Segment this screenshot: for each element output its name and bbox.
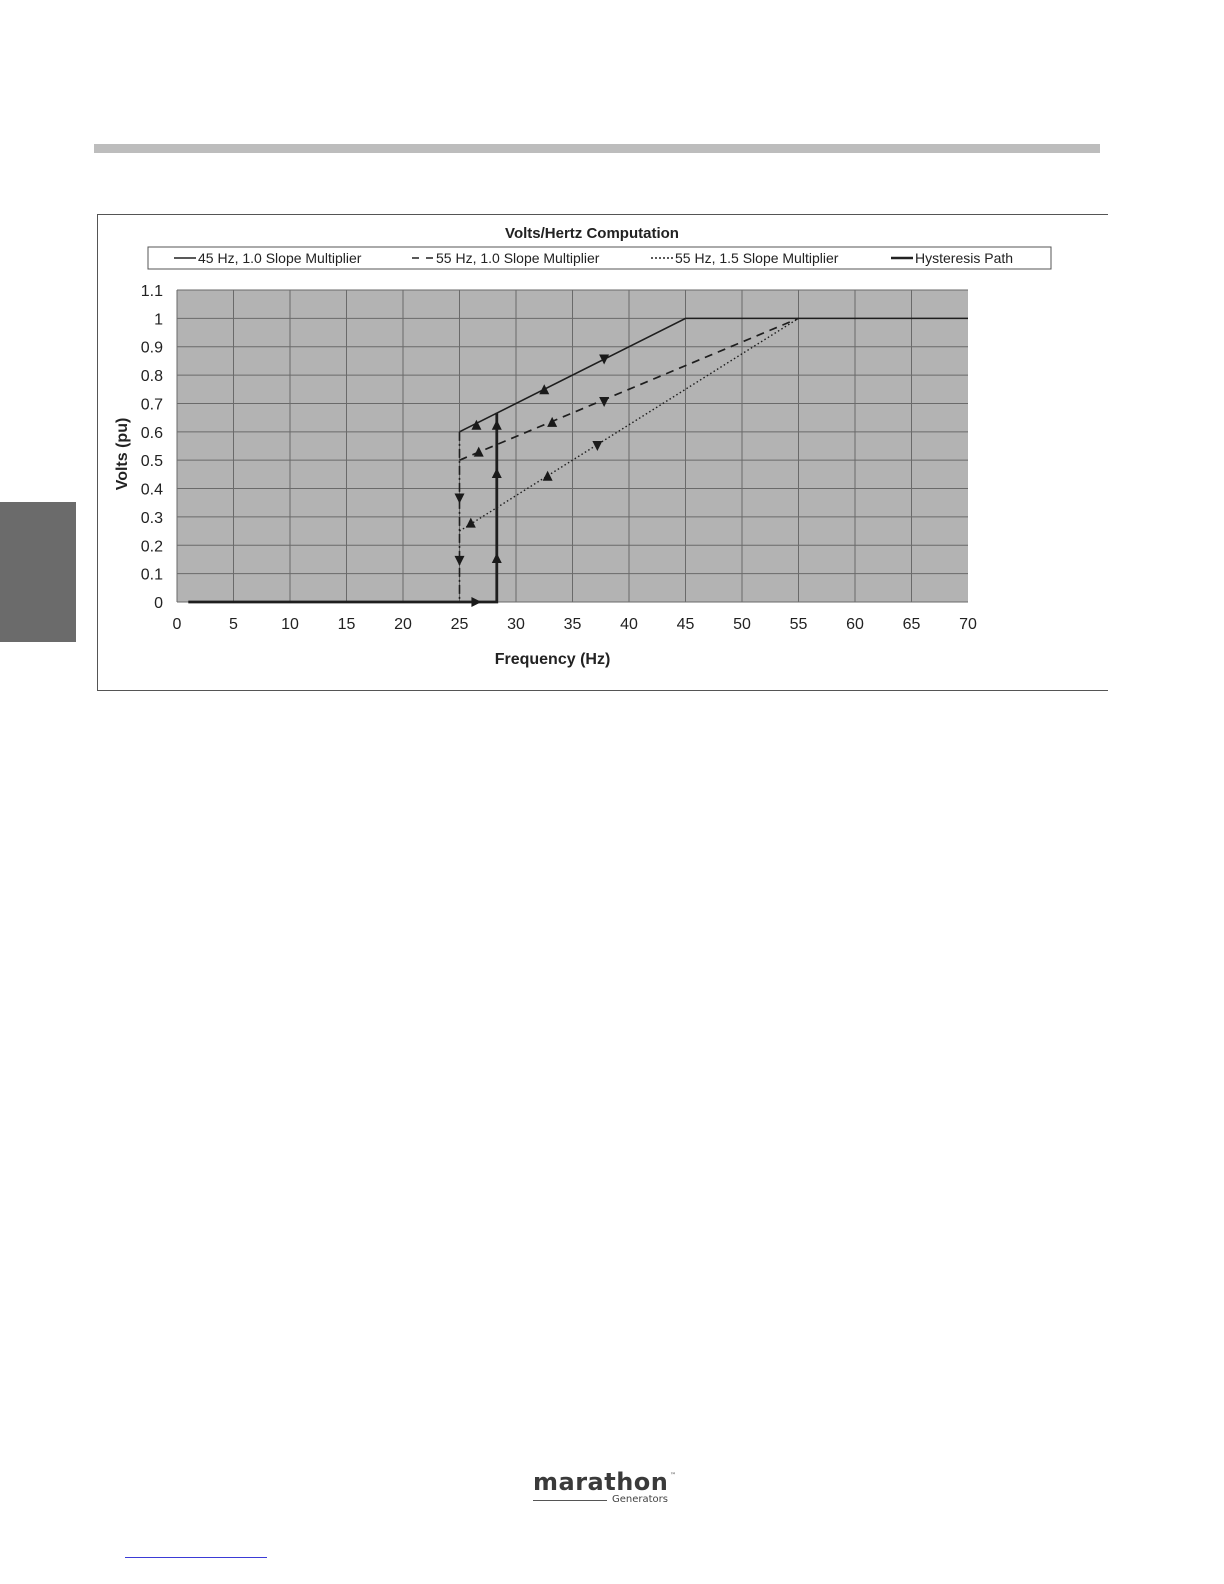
y-tick-label: 0.4 [140, 481, 163, 499]
y-tick-label: 0.3 [140, 509, 163, 527]
logo-rule [533, 1500, 607, 1501]
x-tick-label: 65 [902, 616, 921, 633]
x-tick-label: 25 [450, 616, 469, 633]
logo-wordmark: marathon [533, 1468, 669, 1496]
y-tick-label: 0.9 [140, 339, 163, 357]
x-tick-label: 5 [229, 616, 238, 633]
legend-label-4: Hysteresis Path [915, 250, 1014, 266]
y-tick-label: 0.6 [140, 424, 163, 442]
y-tick-label: 1 [154, 311, 163, 329]
x-tick-label: 15 [337, 616, 356, 633]
chart-frame [97, 214, 1108, 691]
y-axis-title: Volts (pu) [114, 417, 131, 491]
x-tick-label: 40 [620, 616, 638, 633]
x-axis-title: Frequency (Hz) [494, 651, 611, 668]
legend-label-1: 45 Hz, 1.0 Slope Multiplier [198, 250, 362, 266]
legend-label-3: 55 Hz, 1.5 Slope Multiplier [675, 250, 839, 266]
x-tick-label: 0 [172, 616, 182, 633]
y-tick-label: 0 [154, 595, 163, 612]
y-tick-label: 0.8 [140, 368, 163, 386]
x-tick-label: 50 [733, 616, 751, 633]
x-tick-label: 70 [959, 616, 977, 633]
x-tick-label: 35 [563, 616, 582, 633]
x-tick-label: 45 [676, 616, 695, 633]
marathon-logo [533, 1468, 683, 1512]
y-tick-label: 0.2 [140, 538, 163, 556]
legend-label-2: 55 Hz, 1.0 Slope Multiplier [436, 250, 600, 266]
section-tab [0, 502, 76, 642]
volts-hertz-chart [98, 215, 1108, 690]
x-tick-label: 60 [846, 616, 864, 633]
logo-trademark: ™ [670, 1472, 676, 1479]
y-tick-label: 1.1 [140, 283, 163, 300]
header-rule [94, 144, 1100, 153]
logo-subtitle: Generators [612, 1494, 668, 1505]
y-tick-label: 0.1 [140, 566, 163, 584]
footer-link-underline[interactable] [125, 1557, 267, 1558]
x-tick-label: 20 [394, 616, 412, 633]
x-tick-label: 55 [789, 616, 808, 633]
y-tick-label: 0.5 [140, 453, 163, 471]
chart-title: Volts/Hertz Computation [505, 225, 679, 242]
x-tick-label: 10 [281, 616, 299, 633]
y-tick-label: 0.7 [140, 396, 163, 414]
x-tick-label: 30 [507, 616, 525, 633]
